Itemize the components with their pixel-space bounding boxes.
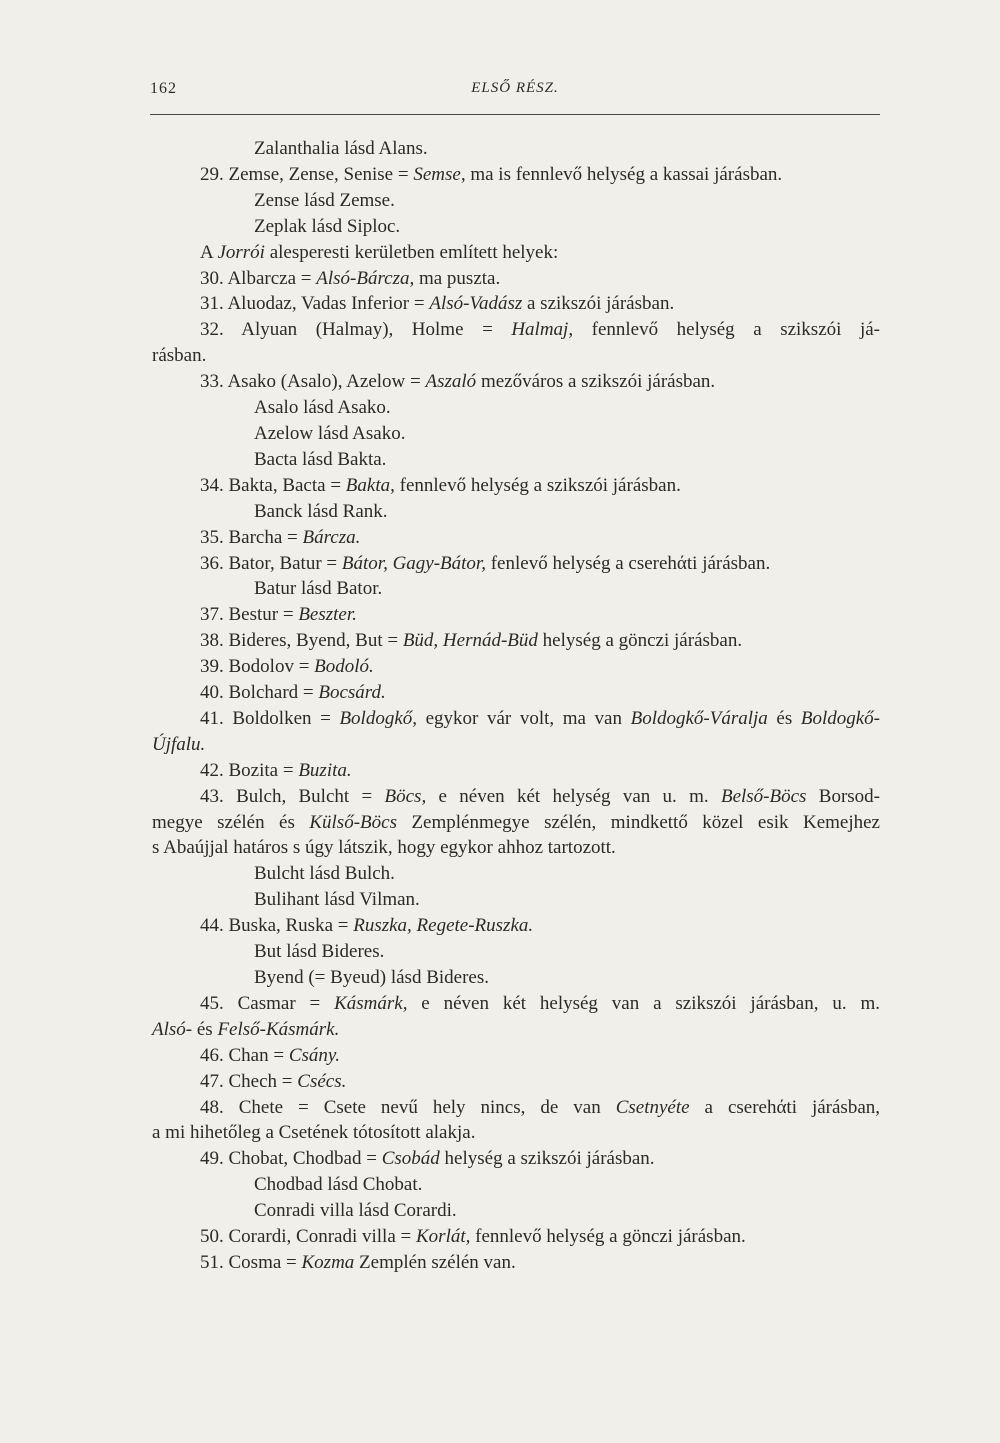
text-run: e néven két helység van a szikszói járásban, u. m.: [407, 992, 880, 1014]
text-run: 40. Bolchard =: [200, 682, 319, 704]
text-run: Bulihant lásd Vilman.: [254, 889, 420, 911]
text-line: [152, 214, 880, 240]
page-number: 162: [150, 80, 177, 97]
text-run: 44. Buska, Ruska =: [200, 915, 354, 937]
text-run: rásban.: [152, 345, 207, 367]
text-run: 47. Chech =: [200, 1070, 298, 1092]
text-run: 37. Bestur =: [200, 604, 299, 626]
text-line: [152, 835, 880, 861]
italic-run: Boldogkő-: [800, 707, 880, 729]
text-line: [152, 1017, 880, 1043]
text-line: [152, 1224, 880, 1250]
text-line: [152, 628, 880, 654]
italic-run: Bocsárd.: [318, 682, 386, 704]
text-run: Asalo lásd Asako.: [254, 397, 391, 419]
text-run: Conradi villa lásd Corardi.: [254, 1200, 457, 1222]
text-run: A: [200, 241, 218, 263]
text-run: Bulcht lásd Bulch.: [254, 863, 395, 885]
italic-run: Böcs,: [384, 785, 427, 807]
text-run: 33. Asako (Asalo), Azelow =: [200, 371, 426, 393]
running-title: ELSŐ RÉSZ.: [471, 80, 559, 96]
page-header: [150, 80, 880, 110]
text-run: Chodbad lásd Chobat.: [254, 1174, 423, 1196]
italic-run: Bárcza.: [302, 526, 361, 548]
italic-run: Halmaj,: [511, 319, 574, 341]
text-run: és: [192, 1018, 218, 1040]
text-run: e néven két helység van u. m.: [426, 785, 721, 807]
text-run: megye szélén és: [152, 811, 310, 833]
text-run: alesperesti kerületben említett helyek:: [264, 241, 559, 263]
text-line: [152, 654, 880, 680]
text-line: [152, 861, 880, 887]
text-line: [152, 939, 880, 965]
italic-run: Jorrói: [217, 241, 265, 263]
italic-run: Ruszka, Regete-Ruszka.: [353, 915, 534, 937]
text-run: fennlevő helység a szikszói já-: [573, 319, 880, 341]
text-line: [152, 499, 880, 525]
italic-run: Belső-Böcs: [720, 785, 807, 807]
text-line: [152, 602, 880, 628]
italic-run: Csobád: [381, 1148, 440, 1170]
italic-run: Buzita.: [298, 759, 352, 781]
text-run: 46. Chan =: [200, 1044, 289, 1066]
italic-run: Bakta,: [345, 474, 395, 496]
text-run: a mi hihetőleg a Csetének tótosított alakja.: [152, 1122, 476, 1144]
text-run: 35. Barcha =: [200, 526, 303, 548]
text-run: 51. Cosma =: [200, 1251, 302, 1273]
text-run: mezőváros a szikszói járásban.: [476, 371, 716, 393]
text-run: ma is fennlevő helység a kassai járásban.: [465, 163, 783, 185]
text-run: Azelow lásd Asako.: [254, 422, 406, 444]
body-text: [152, 136, 880, 1276]
text-line: [152, 266, 880, 292]
text-run: helység a gönczi járásban.: [537, 630, 743, 652]
text-run: a cserehάti járásban,: [689, 1096, 880, 1118]
text-run: fennlevő helység a szikszói járásban.: [394, 474, 681, 496]
text-run: Bacta lásd Bakta.: [254, 448, 387, 470]
text-run: 50. Corardi, Conradi villa =: [200, 1226, 416, 1248]
italic-run: Semse,: [413, 163, 466, 185]
text-line: [152, 1069, 880, 1095]
text-line: [152, 473, 880, 499]
italic-run: Csetnyéte: [615, 1096, 690, 1118]
italic-run: Boldogkő-Váralja: [630, 707, 768, 729]
text-line: [152, 576, 880, 602]
text-run: Zense lásd Zemse.: [254, 189, 395, 211]
text-line: [152, 421, 880, 447]
text-run: 36. Bator, Batur =: [200, 552, 342, 574]
text-line: [152, 1095, 880, 1121]
italic-run: Korlát,: [416, 1226, 471, 1248]
text-run: fenlevő helység a cserehάti járásban.: [485, 552, 771, 574]
text-line: [152, 913, 880, 939]
text-line: [152, 525, 880, 551]
text-line: [152, 447, 880, 473]
text-line: [152, 291, 880, 317]
italic-run: Aszaló: [425, 371, 477, 393]
text-run: fennlevő helység a gönczi járásban.: [470, 1226, 746, 1248]
italic-run: Bátor, Gagy-Bátor,: [341, 552, 486, 574]
text-run: Zemplén szélén van.: [354, 1251, 516, 1273]
text-line: [152, 188, 880, 214]
text-line: [152, 1043, 880, 1069]
text-line: [152, 369, 880, 395]
text-run: s Abaújjal határos s úgy látszik, hogy egykor ahhoz tartozott.: [152, 837, 616, 859]
text-line: [152, 551, 880, 577]
italic-run: Csécs.: [297, 1070, 347, 1092]
text-line: [152, 965, 880, 991]
text-run: Zalanthalia lásd Alans.: [254, 138, 428, 159]
text-line: [152, 317, 880, 343]
italic-run: Kozma: [301, 1251, 355, 1273]
text-run: helység a szikszói járásban.: [439, 1148, 655, 1170]
text-line: [152, 784, 880, 810]
text-line: [152, 758, 880, 784]
text-line: [152, 1198, 880, 1224]
italic-run: Felső-Kásmárk.: [217, 1018, 340, 1040]
text-run: 43. Bulch, Bulcht =: [200, 785, 385, 807]
text-line: [152, 810, 880, 836]
text-line: [152, 680, 880, 706]
text-run: Byend (= Byeud) lásd Bideres.: [254, 967, 489, 988]
text-run: 30. Albarcza =: [200, 267, 317, 289]
text-run: 31. Aluodaz, Vadas Inferior =: [200, 293, 430, 315]
italic-run: Alsó-Vadász: [429, 293, 523, 315]
text-run: 32. Alyuan (Halmay), Holme =: [200, 319, 512, 341]
text-run: 38. Bideres, Byend, But =: [200, 630, 403, 652]
text-run: 49. Chobat, Chodbad =: [200, 1148, 382, 1170]
text-run: Borsod-: [806, 785, 880, 807]
italic-run: Kásmárk,: [334, 992, 408, 1014]
text-run: Banck lásd Rank.: [254, 500, 388, 522]
text-line: [152, 1250, 880, 1276]
text-run: 45. Casmar =: [200, 992, 335, 1014]
text-run: egykor vár volt, ma van: [417, 707, 631, 729]
text-run: a szikszói járásban.: [522, 293, 675, 315]
text-run: 34. Bakta, Bacta =: [200, 474, 346, 496]
text-run: és: [767, 707, 801, 729]
text-line: [152, 136, 880, 162]
text-line: [152, 1146, 880, 1172]
italic-run: Alsó-Bárcza,: [316, 267, 415, 289]
italic-run: Beszter.: [298, 604, 357, 626]
text-run: ma puszta.: [414, 267, 501, 289]
text-run: 41. Boldolken =: [200, 707, 340, 729]
text-line: [152, 162, 880, 188]
italic-run: Csány.: [288, 1044, 341, 1066]
text-line: [152, 991, 880, 1017]
text-run: 48. Chete = Csete nevű hely nincs, de van: [200, 1096, 616, 1118]
text-line: [152, 1120, 880, 1146]
text-line: [152, 1172, 880, 1198]
text-line: [152, 240, 880, 266]
text-run: 29. Zemse, Zense, Senise =: [200, 163, 414, 185]
text-run: But lásd Bideres.: [254, 941, 385, 963]
text-line: [152, 395, 880, 421]
header-rule: [150, 114, 880, 115]
italic-run: Bodoló.: [314, 656, 374, 678]
text-run: 39. Bodolov =: [200, 656, 315, 678]
italic-run: Újfalu.: [152, 733, 206, 755]
text-run: Zemplénmegye szélén, mindkettő közel esik Kemejhez: [396, 811, 880, 833]
italic-run: Boldogkő,: [339, 707, 418, 729]
italic-run: Alsó-: [152, 1018, 193, 1040]
text-line: [152, 887, 880, 913]
text-run: 42. Bozita =: [200, 759, 299, 781]
text-line: [152, 706, 880, 732]
text-run: Batur lásd Bator.: [254, 578, 383, 600]
text-line: [152, 343, 880, 369]
text-line: [152, 732, 880, 758]
italic-run: Külső-Böcs: [309, 811, 397, 833]
text-run: Zeplak lásd Siploc.: [254, 215, 401, 237]
italic-run: Büd, Hernád-Büd: [402, 630, 538, 652]
